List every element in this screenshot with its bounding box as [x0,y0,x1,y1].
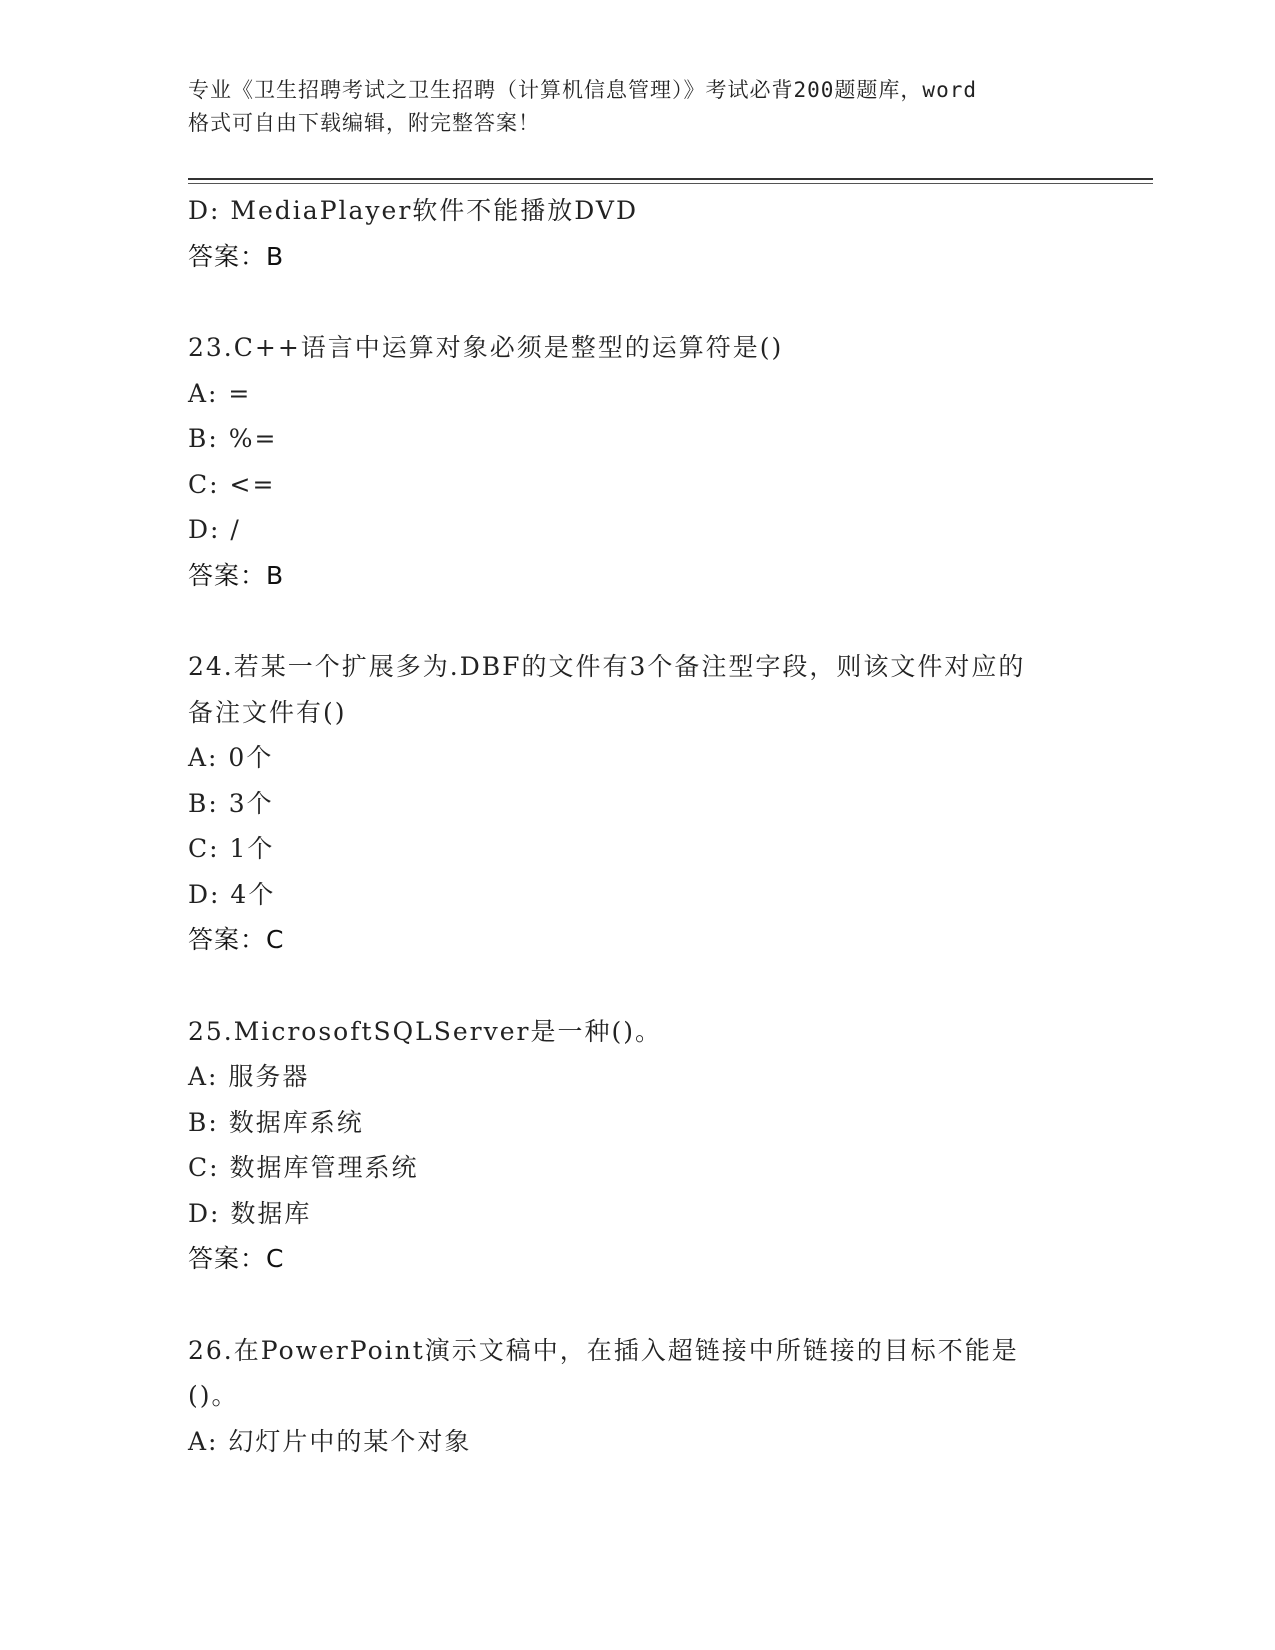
option-d: D: MediaPlayer软件不能播放DVD [188,196,639,225]
option-b: B: 3个 [188,788,274,818]
question-text-line-1: 24.若某一个扩展多为.DBF的文件有3个备注型字段，则该文件对应的 [188,652,1026,681]
question-list [188,188,1088,1464]
question-block-23 [188,325,1088,598]
option-b: B: %= [188,424,278,453]
option-d: D: / [188,515,241,544]
document-header [188,74,1088,140]
answer-line: 答案：B [188,241,285,271]
answer-line: 答案：C [188,925,285,954]
option-c: C: 数据库管理系统 [188,1153,419,1182]
question-text-line-2: 备注文件有() [188,697,347,727]
spacer [188,963,1088,1009]
option-d: D: 数据库 [188,1198,312,1228]
header-title-line-1: 专业《卫生招聘考试之卫生招聘（计算机信息管理）》考试必背200题题库，word [188,78,977,102]
option-a: A: 服务器 [188,1062,310,1091]
spacer [188,279,1088,325]
spacer [188,1282,1088,1328]
question-text: 23.C++语言中运算对象必须是整型的运算符是() [188,333,784,362]
option-a: A: = [188,378,252,408]
option-c: C: <= [188,469,276,499]
option-a: A: 0个 [188,743,274,772]
header-divider-thin [188,183,1153,184]
question-block-25 [188,1009,1088,1282]
answer-line: 答案：C [188,1244,285,1273]
question-text: 25.MicrosoftSQLServer是一种()。 [188,1016,663,1046]
option-d: D: 4个 [188,879,276,909]
question-block-24 [188,644,1088,963]
header-title-line-2: 格式可自由下载编辑，附完整答案！ [188,111,540,135]
spacer [188,598,1088,644]
option-b: B: 数据库系统 [188,1107,364,1137]
question-block-26 [188,1328,1088,1465]
answer-line: 答案：B [188,560,285,590]
header-divider-thick [188,178,1153,180]
question-text-line-1: 26.在PowerPoint演示文稿中，在插入超链接中所链接的目标不能是 [188,1335,1019,1365]
option-a: A: 幻灯片中的某个对象 [188,1426,472,1456]
question-text-line-2: ()。 [188,1381,239,1410]
question-block-prev [188,188,1088,279]
option-c: C: 1个 [188,834,275,863]
